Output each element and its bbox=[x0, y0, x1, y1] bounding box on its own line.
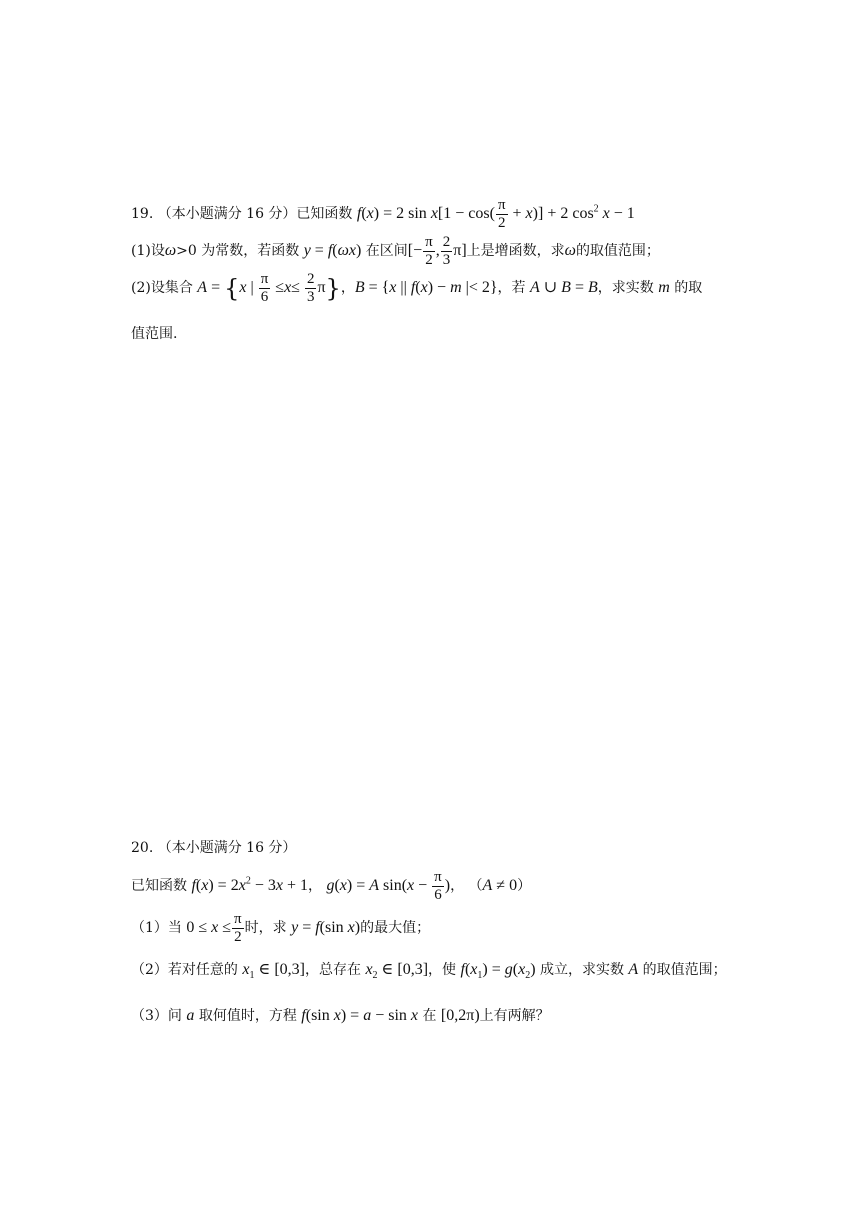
q20-part3-equation: f(sin x) = a − sin x bbox=[301, 1007, 419, 1024]
q19-set-A: A = {x | $\frac{\pi}{6}$ ≤x≤ $\frac{2}{3}$ π} bbox=[197, 271, 341, 305]
q19-part2-line bbox=[131, 272, 702, 305]
q20-x1-domain: $x_1$ ∈ [0,3] bbox=[242, 961, 305, 982]
q20-part1-range: 0 ≤ x ≤ $\frac{\pi}{2}$ bbox=[186, 911, 242, 945]
omega-symbol: ω bbox=[164, 242, 177, 260]
q19-header-line bbox=[131, 198, 635, 231]
q20-part1-function: y = f(sin x) bbox=[291, 919, 361, 937]
q20-intro: 已知函数 bbox=[131, 878, 187, 895]
q20-part3-interval: [0,2π) bbox=[440, 1007, 480, 1024]
q19-part1-line bbox=[131, 235, 660, 268]
q20-a-symbol: a bbox=[186, 1007, 195, 1024]
q19-part2-end2: 值范围. bbox=[131, 326, 178, 342]
q20-part1-line bbox=[131, 912, 430, 945]
q19-part1-omega-cond: >0 为常数，若函数 bbox=[176, 243, 300, 260]
q20-intro-line: 已知函数 $f(x) = 2x^2 - 3x + 1$， g(x) = A sin(x − $\frac{\pi}{6}$ )， （A ≠ 0） bbox=[131, 869, 532, 903]
q20-part3-text2: 在 bbox=[422, 1008, 437, 1024]
q19-part2-prefix: (2)设集合 bbox=[131, 280, 193, 297]
q20-g-formula: g(x) = A sin(x − $\frac{\pi}{6}$ ) bbox=[326, 869, 451, 903]
q19-function-formula: f(x) = 2 sin x[1 − cos( $\frac{\pi}{2}$ + x)] + 2 $\cos^2 x - 1$ bbox=[356, 197, 635, 231]
omega-symbol-2: ω bbox=[564, 242, 576, 260]
q19-part1-interval: [− $\frac{\pi}{2}$ , $\frac{2}{3}$ π] bbox=[407, 234, 467, 268]
q19-part2-sep: ， bbox=[340, 280, 355, 297]
q20-header-line bbox=[131, 838, 296, 858]
q20-A-nonzero: A ≠ 0 bbox=[482, 877, 518, 895]
q20-part2-line bbox=[131, 960, 727, 986]
q19-part1-end: 的取值范围； bbox=[575, 243, 660, 260]
q20-x2-domain: $x_2$ ∈ [0,3] bbox=[365, 961, 429, 982]
q20-cond-open: （ bbox=[468, 878, 483, 895]
q20-part2-end2: 的取值范围； bbox=[642, 962, 727, 978]
q19-part1-tail: 上是增函数，求 bbox=[466, 243, 565, 260]
q19-part1-mid: 在区间 bbox=[365, 243, 408, 260]
q19-part2-cont-line bbox=[131, 324, 177, 344]
q20-part2-exist: ，总存在 bbox=[304, 962, 361, 978]
q19-union-condition: A ∪ B = B bbox=[529, 279, 598, 297]
q19-part2-if: ，若 bbox=[497, 280, 526, 297]
q20-part2-label: （2）若对任意的 bbox=[131, 962, 238, 978]
q20-part1-when: 时，求 bbox=[244, 920, 287, 937]
q19-header: （本小题满分 16 分）已知函数 bbox=[157, 206, 353, 223]
q20-A-symbol: A bbox=[628, 961, 639, 978]
q19-part1-function: y = f(ωx) bbox=[303, 242, 362, 260]
q20-part1-label: （1）当 bbox=[131, 920, 182, 937]
q20-equation: $f(x_1) = g(x_2)$ bbox=[460, 961, 536, 982]
q20-cond-close: ） bbox=[517, 878, 532, 895]
q20-number: 20. bbox=[131, 840, 154, 856]
q20-part3-text1: 取何值时，方程 bbox=[198, 1008, 297, 1024]
q19-part2-tail: ，求实数 bbox=[597, 280, 654, 297]
q20-part2-make: ，使 bbox=[428, 962, 457, 978]
q20-header: （本小题满分 16 分） bbox=[157, 840, 297, 856]
q20-f-formula: $f(x) = 2x^2 - 3x + 1$ bbox=[191, 875, 308, 895]
q20-part3-line bbox=[131, 1006, 550, 1026]
q19-m-symbol: m bbox=[658, 279, 670, 297]
q19-part2-end: 的取 bbox=[674, 280, 703, 297]
q19-number: 19. bbox=[131, 206, 154, 223]
q20-part2-end: 成立，求实数 bbox=[539, 962, 624, 978]
q19-set-B: B = {x || f(x) − m |< 2} bbox=[354, 279, 498, 297]
q20-part3-label: （3）问 bbox=[131, 1008, 182, 1024]
q20-part1-end: 的最大值； bbox=[360, 920, 431, 937]
q20-part3-end: 上有两解？ bbox=[479, 1008, 550, 1024]
q19-part1-prefix: (1)设 bbox=[131, 243, 165, 260]
